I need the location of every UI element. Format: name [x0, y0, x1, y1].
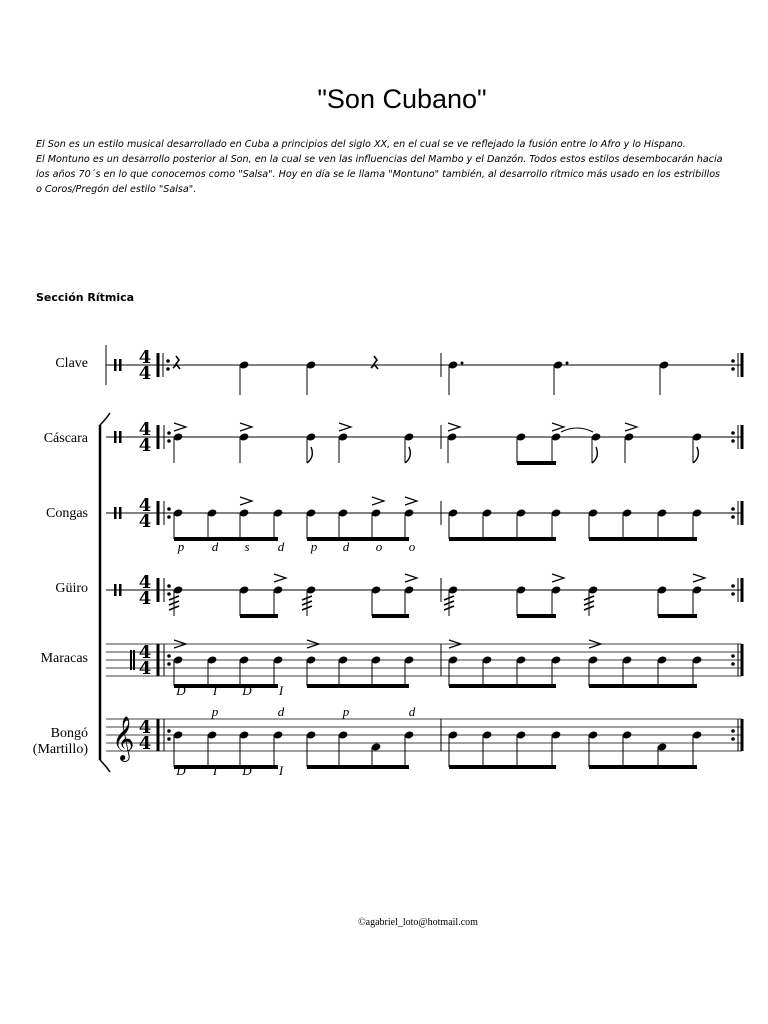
repeat-dot: [731, 359, 735, 363]
repeat-dot: [167, 584, 171, 588]
dot: [461, 362, 464, 365]
intro-line: El Son es un estilo musical desarrollado en Cuba a principios del siglo XX, en el cual se ve reflejado la fusión entre lo Afro y lo Hispano.: [36, 139, 686, 150]
bongo-syllable-above: p: [342, 704, 350, 719]
conga-syllable: p: [310, 539, 318, 554]
repeat-dot: [167, 592, 171, 596]
accent-mark: [405, 497, 417, 505]
beam: [449, 684, 556, 688]
percussion-clef: [119, 431, 122, 443]
conga-syllable: d: [342, 539, 350, 554]
accent-mark: [552, 423, 564, 431]
beam: [517, 461, 556, 465]
accent-mark: [552, 574, 564, 582]
repeat-dot: [731, 367, 735, 371]
repeat-dot: [167, 439, 171, 443]
beam: [174, 537, 278, 541]
accent-mark: [240, 497, 252, 505]
beam: [174, 765, 278, 769]
repeat-dot: [167, 515, 171, 519]
repeat-dot: [731, 507, 735, 511]
beam: [307, 765, 409, 769]
conga-syllable: o: [408, 539, 416, 554]
section-title: Sección Rítmica: [36, 291, 135, 304]
percussion-clef: [114, 507, 117, 519]
beam: [589, 684, 697, 688]
instrument-label-clave: Clave: [55, 356, 88, 371]
beam: [174, 684, 278, 688]
time-signature-bottom: 4: [138, 511, 152, 532]
footer-email: ©agabriel_loto@hotmail.com: [358, 917, 478, 928]
percussion-clef: [114, 431, 117, 443]
time-signature-top: 4: [138, 572, 152, 593]
repeat-dot: [166, 367, 170, 371]
repeat-dot: [167, 737, 171, 741]
percussion-clef: [119, 507, 122, 519]
repeat-dot: [167, 729, 171, 733]
time-signature-top: 4: [138, 642, 152, 663]
bongo-syllable-above: p: [211, 704, 219, 719]
accent-mark: [240, 423, 252, 431]
page-title: "Son Cubano": [317, 84, 487, 114]
beam: [372, 614, 409, 618]
percussion-clef: [114, 359, 117, 371]
bracket-top-curl: [100, 413, 110, 425]
dot: [566, 362, 569, 365]
percussion-clef: [119, 584, 122, 596]
time-signature-top: 4: [138, 495, 152, 516]
time-signature-bottom: 4: [138, 658, 152, 679]
repeat-dot: [731, 662, 735, 666]
bongo-syllable-below: I: [278, 763, 284, 778]
time-signature-top: 4: [138, 419, 152, 440]
intro-line: los años 70´s en lo que conocemos como "Salsa". Hoy en día se le llama "Montuno" también, al desarrollo rítmico más usado en los estribillos: [36, 169, 721, 180]
conga-syllable: d: [211, 539, 219, 554]
instrument-label-bongo: Bongó: [50, 726, 88, 741]
bongo-syllable-above: d: [408, 704, 416, 719]
instrument-label-maracas: Maracas: [40, 651, 88, 666]
repeat-dot: [167, 662, 171, 666]
intro-line: El Montuno es un desarrollo posterior al Son, en la cual se ven las influencias del Mambo y el Danzón. Todos estos estilos desembocarán hacia: [36, 154, 723, 165]
instrument-label-guiro: Güiro: [55, 581, 88, 596]
instrument-label-cascara: Cáscara: [43, 431, 88, 446]
repeat-dot: [731, 737, 735, 741]
conga-syllable: s: [244, 539, 250, 554]
instrument-label-congas: Congas: [46, 506, 88, 521]
time-signature-top: 4: [138, 347, 152, 368]
percussion-clef: [114, 584, 117, 596]
repeat-dot: [731, 592, 735, 596]
beam: [517, 614, 556, 618]
flag: [405, 447, 410, 463]
repeat-dot: [167, 507, 171, 511]
rest: [371, 356, 378, 369]
intro-line: o Coros/Pregón del estilo "Salsa".: [36, 184, 197, 195]
repeat-dot: [167, 431, 171, 435]
bongo-syllable-below: D: [242, 763, 252, 778]
maracas-syllable: I: [278, 683, 284, 698]
beam: [658, 614, 697, 618]
treble-clef-icon: 𝄞: [112, 716, 135, 760]
beam: [307, 537, 409, 541]
accent-mark: [174, 423, 186, 431]
bongo-syllable-above: d: [277, 704, 285, 719]
repeat-dot: [731, 439, 735, 443]
bracket-bottom-curl: [100, 760, 110, 772]
rest: [173, 356, 180, 369]
maracas-syllable: D: [176, 683, 186, 698]
accent-mark: [448, 423, 460, 431]
beam: [589, 765, 697, 769]
repeat-dot: [167, 654, 171, 658]
repeat-dot: [731, 515, 735, 519]
time-signature-bottom: 4: [138, 435, 152, 456]
instrument-label-bongo-sub: (Martillo): [32, 742, 88, 757]
time-signature-bottom: 4: [138, 588, 152, 609]
beam: [240, 614, 278, 618]
beam: [449, 765, 556, 769]
beam: [589, 537, 697, 541]
intro-text: [36, 137, 768, 197]
beam: [307, 684, 409, 688]
percussion-clef: [119, 359, 122, 371]
repeat-dot: [166, 359, 170, 363]
repeat-dot: [731, 431, 735, 435]
maracas-syllable: D: [242, 683, 252, 698]
bongo-syllable-below: D: [176, 763, 186, 778]
flag: [592, 447, 597, 463]
accent-mark: [625, 423, 637, 431]
score: [0, 330, 768, 790]
repeat-dot: [731, 584, 735, 588]
maracas-syllable: I: [212, 683, 218, 698]
bongo-syllable-below: I: [212, 763, 218, 778]
accent-mark: [372, 497, 384, 505]
repeat-dot: [731, 654, 735, 658]
tie: [561, 428, 593, 432]
conga-syllable: d: [277, 539, 285, 554]
repeat-dot: [731, 729, 735, 733]
beam: [449, 537, 556, 541]
accent-mark: [274, 574, 286, 582]
staves: [106, 347, 742, 769]
flag: [693, 447, 698, 463]
time-signature-top: 4: [138, 717, 152, 738]
accent-mark: [693, 574, 705, 582]
conga-syllable: p: [177, 539, 185, 554]
accent-mark: [405, 574, 417, 582]
time-signature-bottom: 4: [138, 363, 152, 384]
time-signature-bottom: 4: [138, 733, 152, 754]
flag: [307, 447, 312, 463]
conga-syllable: o: [375, 539, 383, 554]
accent-mark: [339, 423, 351, 431]
